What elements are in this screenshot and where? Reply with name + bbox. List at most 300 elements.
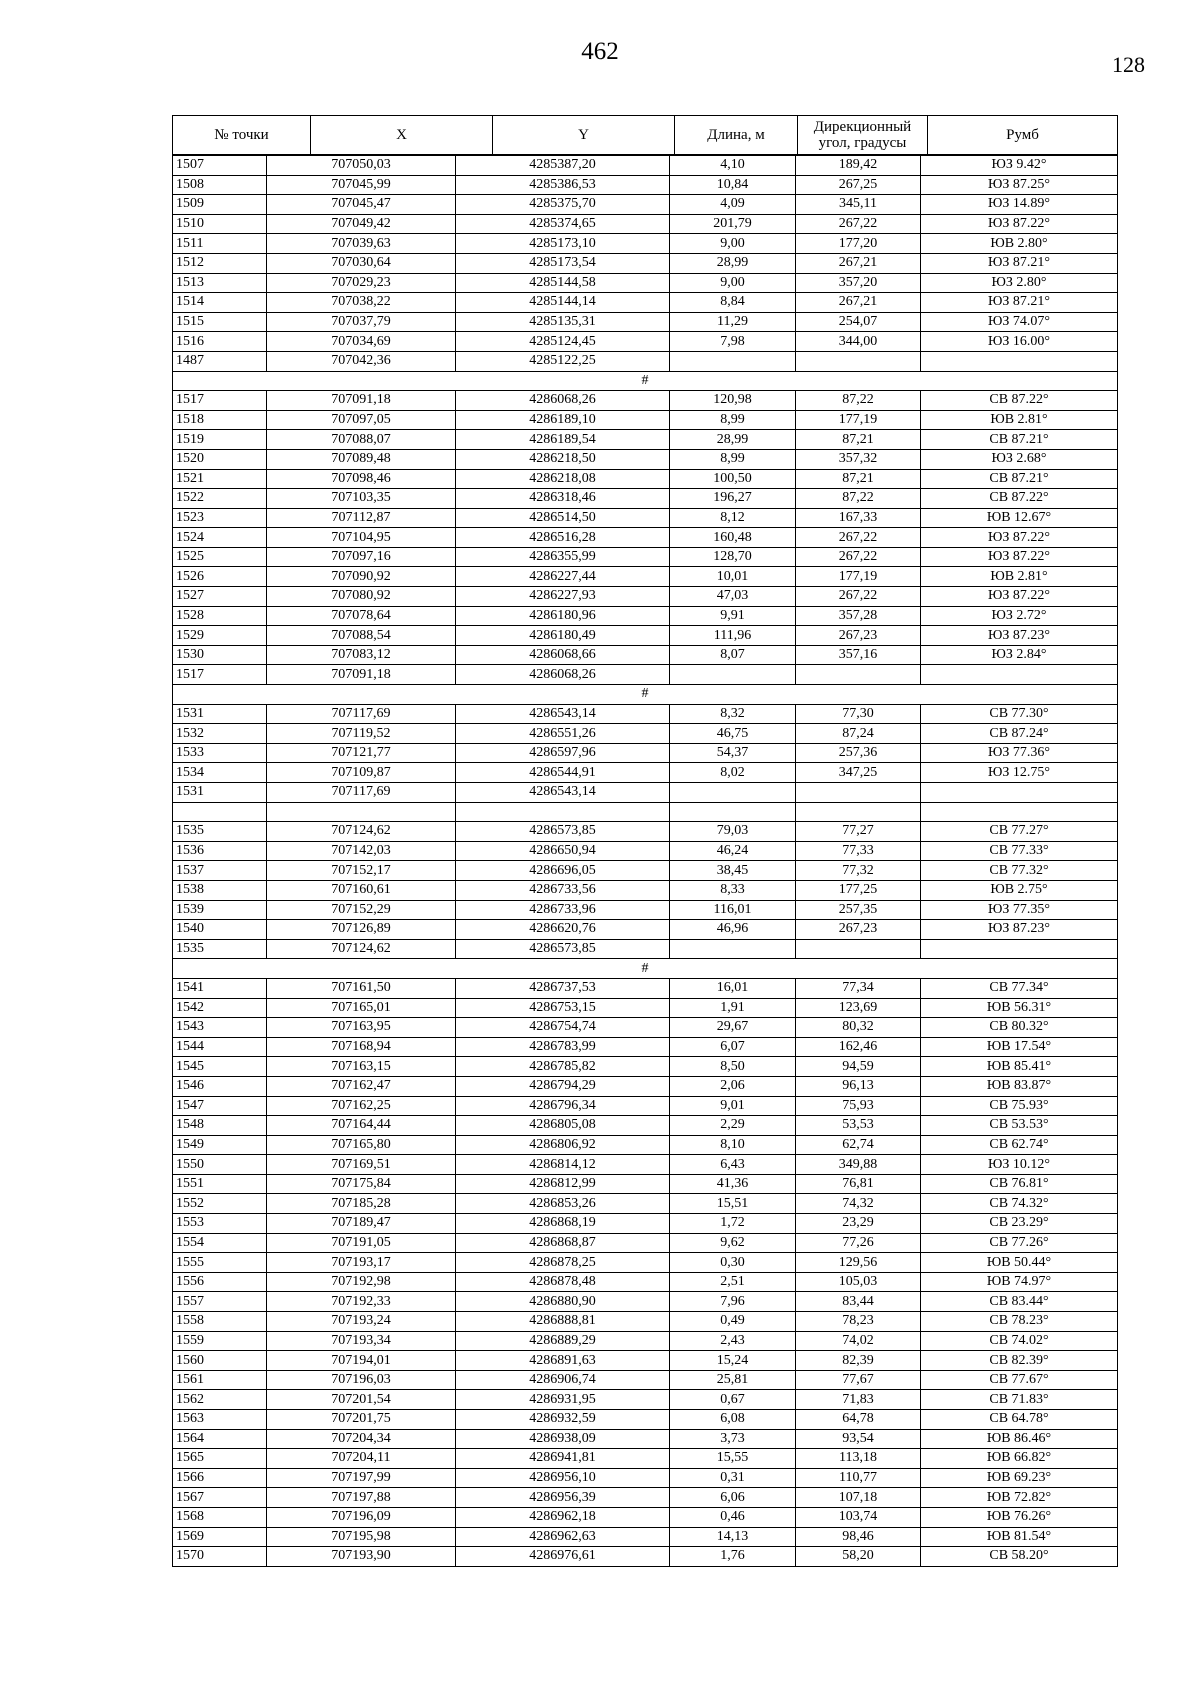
cell-y: 4286753,15 [456,998,670,1018]
cell-length [670,939,796,959]
cell-rhumb: ЮЗ 2.80° [921,273,1118,293]
cell-x: 707152,29 [267,900,456,920]
cell-point-number: 1517 [173,665,267,685]
cell-length: 38,45 [670,861,796,881]
cell-direction-angle: 267,22 [796,528,921,548]
table-header [172,115,1118,155]
cell-direction-angle [796,665,921,685]
cell-length: 8,33 [670,880,796,900]
cell-length: 7,96 [670,1292,796,1312]
table-row [173,920,1118,940]
header-x: X [311,116,493,155]
table-row [173,763,1118,783]
table-row [173,939,1118,959]
cell-direction-angle: 80,32 [796,1018,921,1038]
cell-x: 707168,94 [267,1037,456,1057]
cell-x: 707162,25 [267,1096,456,1116]
cell-length: 29,67 [670,1018,796,1038]
cell-point-number: 1525 [173,547,267,567]
table-row [173,332,1118,352]
cell-rhumb: ЮЗ 74.07° [921,312,1118,332]
cell-y: 4286551,26 [456,724,670,744]
table-row [173,312,1118,332]
cell-direction-angle: 77,30 [796,704,921,724]
cell-rhumb: СВ 74.32° [921,1194,1118,1214]
cell-point-number: 1526 [173,567,267,587]
cell-direction-angle: 78,23 [796,1312,921,1332]
cell-direction-angle: 87,21 [796,469,921,489]
cell-point-number: 1539 [173,900,267,920]
table-row [173,1272,1118,1292]
cell-y: 4286180,96 [456,606,670,626]
cell-rhumb: ЮЗ 87.21° [921,293,1118,313]
cell-y: 4285173,54 [456,253,670,273]
cell-rhumb: ЮВ 2.75° [921,880,1118,900]
table-row [173,214,1118,234]
table-row [173,1155,1118,1175]
cell-y: 4285374,65 [456,214,670,234]
cell-length: 79,03 [670,822,796,842]
cell-direction-angle: 103,74 [796,1507,921,1527]
separator-mark: # [173,371,1118,391]
separator-mark: # [173,685,1118,705]
cell-direction-angle: 76,81 [796,1174,921,1194]
cell-x: 707049,42 [267,214,456,234]
cell-y: 4286796,34 [456,1096,670,1116]
table-row [173,293,1118,313]
cell-direction-angle: 357,20 [796,273,921,293]
cell-rhumb: СВ 53.53° [921,1116,1118,1136]
cell-direction-angle: 110,77 [796,1468,921,1488]
cell-point-number: 1563 [173,1410,267,1430]
cell-point-number: 1549 [173,1135,267,1155]
cell-y: 4286806,92 [456,1135,670,1155]
cell-direction-angle: 98,46 [796,1527,921,1547]
table-row [173,391,1118,411]
cell-length: 8,10 [670,1135,796,1155]
cell-direction-angle: 87,22 [796,489,921,509]
cell-x: 707165,01 [267,998,456,1018]
cell-x: 707163,15 [267,1057,456,1077]
cell-length: 2,43 [670,1331,796,1351]
cell-point-number: 1566 [173,1468,267,1488]
separator-row [173,959,1118,979]
table-row [173,783,1118,803]
cell-x: 707142,03 [267,841,456,861]
cell-rhumb: СВ 87.22° [921,489,1118,509]
cell-x: 707193,17 [267,1253,456,1273]
cell-length: 46,75 [670,724,796,744]
cell-point-number: 1568 [173,1507,267,1527]
cell-direction-angle: 77,33 [796,841,921,861]
table-row [173,1488,1118,1508]
cell-rhumb: ЮЗ 87.23° [921,920,1118,940]
cell-direction-angle: 62,74 [796,1135,921,1155]
table-row [173,508,1118,528]
cell-point-number: 1564 [173,1429,267,1449]
cell-length: 100,50 [670,469,796,489]
cell-x: 707091,18 [267,391,456,411]
cell-length: 15,51 [670,1194,796,1214]
cell-x: 707112,87 [267,508,456,528]
cell-x: 707164,44 [267,1116,456,1136]
cell-rhumb: СВ 77.30° [921,704,1118,724]
cell-y: 4286906,74 [456,1370,670,1390]
table-row [173,1233,1118,1253]
cell-direction-angle: 267,23 [796,626,921,646]
table-row [173,469,1118,489]
cell-rhumb: СВ 71.83° [921,1390,1118,1410]
cell-rhumb: ЮЗ 12.75° [921,763,1118,783]
cell-direction-angle: 87,21 [796,430,921,450]
cell-rhumb: СВ 64.78° [921,1410,1118,1430]
cell-rhumb [921,802,1118,822]
cell-x: 707192,33 [267,1292,456,1312]
cell-direction-angle: 77,27 [796,822,921,842]
cell-rhumb: СВ 82.39° [921,1351,1118,1371]
cell-length: 9,62 [670,1233,796,1253]
cell-direction-angle [796,783,921,803]
table-row [173,1018,1118,1038]
cell-x: 707193,24 [267,1312,456,1332]
cell-direction-angle: 177,20 [796,234,921,254]
cell-rhumb: СВ 80.32° [921,1018,1118,1038]
table-row [173,1429,1118,1449]
table-row [173,606,1118,626]
cell-length: 160,48 [670,528,796,548]
cell-y: 4286068,26 [456,665,670,685]
cell-direction-angle: 167,33 [796,508,921,528]
cell-length: 1,72 [670,1214,796,1234]
cell-direction-angle: 82,39 [796,1351,921,1371]
cell-y: 4286180,49 [456,626,670,646]
cell-direction-angle: 189,42 [796,156,921,176]
cell-direction-angle: 53,53 [796,1116,921,1136]
cell-y: 4286514,50 [456,508,670,528]
cell-length: 8,50 [670,1057,796,1077]
cell-rhumb: ЮВ 56.31° [921,998,1118,1018]
cell-point-number: 1523 [173,508,267,528]
cell-direction-angle: 267,25 [796,175,921,195]
cell-direction-angle: 74,32 [796,1194,921,1214]
cell-rhumb: ЮВ 74.97° [921,1272,1118,1292]
table-row [173,1390,1118,1410]
cell-point-number: 1515 [173,312,267,332]
page-number-center: 462 [581,38,619,65]
cell-y: 4286785,82 [456,1057,670,1077]
cell-y: 4286805,08 [456,1116,670,1136]
cell-direction-angle: 357,16 [796,645,921,665]
cell-direction-angle: 87,24 [796,724,921,744]
cell-rhumb: ЮВ 17.54° [921,1037,1118,1057]
cell-x: 707097,05 [267,410,456,430]
cell-point-number: 1511 [173,234,267,254]
cell-point-number: 1535 [173,822,267,842]
table-row [173,822,1118,842]
cell-x: 707195,98 [267,1527,456,1547]
cell-rhumb: ЮЗ 87.22° [921,528,1118,548]
cell-direction-angle: 267,21 [796,293,921,313]
cell-y: 4286956,39 [456,1488,670,1508]
cell-y: 4285122,25 [456,351,670,371]
cell-x: 707037,79 [267,312,456,332]
cell-length: 0,30 [670,1253,796,1273]
table-row [173,234,1118,254]
cell-direction-angle: 23,29 [796,1214,921,1234]
cell-x: 707089,48 [267,449,456,469]
cell-point-number: 1507 [173,156,267,176]
cell-rhumb: ЮВ 2.81° [921,410,1118,430]
cell-rhumb: ЮЗ 87.25° [921,175,1118,195]
cell-rhumb: ЮЗ 14.89° [921,195,1118,215]
cell-rhumb: СВ 78.23° [921,1312,1118,1332]
cell-length: 8,02 [670,763,796,783]
cell-length: 6,06 [670,1488,796,1508]
cell-direction-angle: 94,59 [796,1057,921,1077]
cell-rhumb: ЮВ 2.80° [921,234,1118,254]
cell-y: 4286227,44 [456,567,670,587]
cell-rhumb: СВ 83.44° [921,1292,1118,1312]
cell-x: 707201,54 [267,1390,456,1410]
cell-rhumb: СВ 87.24° [921,724,1118,744]
cell-rhumb: ЮЗ 2.72° [921,606,1118,626]
table-row [173,1312,1118,1332]
table-row [173,587,1118,607]
cell-x: 707029,23 [267,273,456,293]
cell-direction-angle: 87,22 [796,391,921,411]
table-row [173,410,1118,430]
cell-length: 0,49 [670,1312,796,1332]
table-row [173,1194,1118,1214]
cell-length: 1,76 [670,1547,796,1567]
cell-length: 6,08 [670,1410,796,1430]
cell-point-number: 1516 [173,332,267,352]
cell-point-number: 1529 [173,626,267,646]
table-row [173,978,1118,998]
cell-point-number: 1513 [173,273,267,293]
cell-x: 707088,07 [267,430,456,450]
cell-point-number: 1538 [173,880,267,900]
cell-rhumb: СВ 77.33° [921,841,1118,861]
table-row [173,489,1118,509]
cell-rhumb: ЮВ 72.82° [921,1488,1118,1508]
cell-length: 6,43 [670,1155,796,1175]
cell-rhumb: СВ 87.21° [921,430,1118,450]
cell-direction-angle: 162,46 [796,1037,921,1057]
table-row [173,351,1118,371]
cell-length: 15,55 [670,1449,796,1469]
cell-point-number: 1559 [173,1331,267,1351]
table-row [173,1253,1118,1273]
cell-y: 4286783,99 [456,1037,670,1057]
cell-x: 707091,18 [267,665,456,685]
table-row [173,998,1118,1018]
cell-direction-angle: 357,28 [796,606,921,626]
cell-rhumb: СВ 74.02° [921,1331,1118,1351]
table-row [173,1527,1118,1547]
cell-rhumb: ЮВ 81.54° [921,1527,1118,1547]
cell-y: 4286812,99 [456,1174,670,1194]
cell-x: 707050,03 [267,156,456,176]
cell-length: 1,91 [670,998,796,1018]
cell-x: 707204,11 [267,1449,456,1469]
cell-direction-angle: 77,67 [796,1370,921,1390]
cell-length: 28,99 [670,430,796,450]
cell-length: 8,99 [670,410,796,430]
cell-point-number: 1517 [173,391,267,411]
cell-y: 4286868,87 [456,1233,670,1253]
cell-y: 4286814,12 [456,1155,670,1175]
cell-point-number: 1509 [173,195,267,215]
cell-x [267,802,456,822]
cell-x: 707103,35 [267,489,456,509]
cell-x: 707197,99 [267,1468,456,1488]
cell-x: 707045,47 [267,195,456,215]
header-point-number: № точки [173,116,311,155]
cell-x: 707196,09 [267,1507,456,1527]
cell-length: 41,36 [670,1174,796,1194]
cell-point-number: 1521 [173,469,267,489]
cell-x: 707034,69 [267,332,456,352]
cell-rhumb: ЮЗ 9.42° [921,156,1118,176]
cell-y: 4286189,54 [456,430,670,450]
table-row [173,195,1118,215]
cell-point-number: 1560 [173,1351,267,1371]
cell-length: 46,96 [670,920,796,940]
cell-point-number: 1532 [173,724,267,744]
cell-point-number: 1508 [173,175,267,195]
cell-length [670,783,796,803]
cell-x: 707204,34 [267,1429,456,1449]
cell-y: 4286962,63 [456,1527,670,1547]
table-row [173,626,1118,646]
cell-y: 4286880,90 [456,1292,670,1312]
cell-point-number: 1562 [173,1390,267,1410]
cell-y: 4286355,99 [456,547,670,567]
cell-x: 707191,05 [267,1233,456,1253]
cell-direction-angle: 96,13 [796,1076,921,1096]
cell-y: 4286976,61 [456,1547,670,1567]
cell-y: 4285144,14 [456,293,670,313]
cell-point-number: 1552 [173,1194,267,1214]
cell-length: 28,99 [670,253,796,273]
table-row [173,253,1118,273]
cell-rhumb: СВ 23.29° [921,1214,1118,1234]
cell-direction-angle [796,802,921,822]
cell-x: 707117,69 [267,704,456,724]
cell-direction-angle: 64,78 [796,1410,921,1430]
page-number-right: 128 [1112,52,1145,77]
table-row [173,1410,1118,1430]
cell-direction-angle: 177,19 [796,410,921,430]
cell-rhumb: ЮВ 66.82° [921,1449,1118,1469]
cell-point-number: 1561 [173,1370,267,1390]
cell-rhumb: СВ 87.21° [921,469,1118,489]
cell-rhumb: ЮЗ 87.22° [921,587,1118,607]
cell-rhumb: ЮВ 2.81° [921,567,1118,587]
cell-x: 707038,22 [267,293,456,313]
cell-rhumb [921,939,1118,959]
cell-length: 8,32 [670,704,796,724]
cell-rhumb: ЮВ 86.46° [921,1429,1118,1449]
cell-point-number: 1557 [173,1292,267,1312]
cell-y: 4286891,63 [456,1351,670,1371]
cell-x: 707109,87 [267,763,456,783]
cell-x: 707083,12 [267,645,456,665]
cell-y: 4286733,96 [456,900,670,920]
cell-x: 707193,90 [267,1547,456,1567]
cell-point-number: 1558 [173,1312,267,1332]
cell-rhumb: ЮВ 83.87° [921,1076,1118,1096]
cell-x: 707124,62 [267,822,456,842]
cell-direction-angle: 357,32 [796,449,921,469]
cell-length: 54,37 [670,743,796,763]
cell-rhumb: СВ 77.26° [921,1233,1118,1253]
cell-y [456,802,670,822]
table-row [173,1370,1118,1390]
cell-x: 707163,95 [267,1018,456,1038]
cell-length: 0,31 [670,1468,796,1488]
cell-rhumb: СВ 75.93° [921,1096,1118,1116]
cell-point-number: 1512 [173,253,267,273]
cell-point-number: 1537 [173,861,267,881]
cell-length: 8,84 [670,293,796,313]
cell-direction-angle: 345,11 [796,195,921,215]
cell-direction-angle: 267,22 [796,587,921,607]
cell-y: 4286938,09 [456,1429,670,1449]
cell-direction-angle: 257,35 [796,900,921,920]
cell-y: 4286737,53 [456,978,670,998]
cell-direction-angle: 349,88 [796,1155,921,1175]
cell-point-number: 1540 [173,920,267,940]
cell-direction-angle: 267,21 [796,253,921,273]
table-row [173,1135,1118,1155]
cell-direction-angle: 105,03 [796,1272,921,1292]
cell-x: 707189,47 [267,1214,456,1234]
cell-y: 4286889,29 [456,1331,670,1351]
cell-direction-angle: 107,18 [796,1488,921,1508]
cell-x: 707161,50 [267,978,456,998]
cell-length: 2,51 [670,1272,796,1292]
cell-rhumb: СВ 76.81° [921,1174,1118,1194]
cell-y: 4286597,96 [456,743,670,763]
cell-rhumb [921,351,1118,371]
cell-x: 707104,95 [267,528,456,548]
cell-point-number: 1555 [173,1253,267,1273]
cell-x: 707194,01 [267,1351,456,1371]
cell-y: 4286878,25 [456,1253,670,1273]
cell-rhumb: ЮЗ 87.22° [921,547,1118,567]
cell-rhumb: СВ 62.74° [921,1135,1118,1155]
cell-length: 15,24 [670,1351,796,1371]
cell-y: 4285144,58 [456,273,670,293]
cell-point-number: 1551 [173,1174,267,1194]
cell-y: 4286543,14 [456,783,670,803]
table-row [173,743,1118,763]
cell-point-number: 1541 [173,978,267,998]
cell-direction-angle: 123,69 [796,998,921,1018]
cell-rhumb: СВ 77.67° [921,1370,1118,1390]
cell-y: 4286218,08 [456,469,670,489]
cell-y: 4286754,74 [456,1018,670,1038]
cell-length: 8,12 [670,508,796,528]
table-row [173,1037,1118,1057]
table-row [173,1449,1118,1469]
cell-direction-angle: 177,19 [796,567,921,587]
cell-rhumb: ЮЗ 77.35° [921,900,1118,920]
cell-y: 4286888,81 [456,1312,670,1332]
cell-point-number: 1519 [173,430,267,450]
